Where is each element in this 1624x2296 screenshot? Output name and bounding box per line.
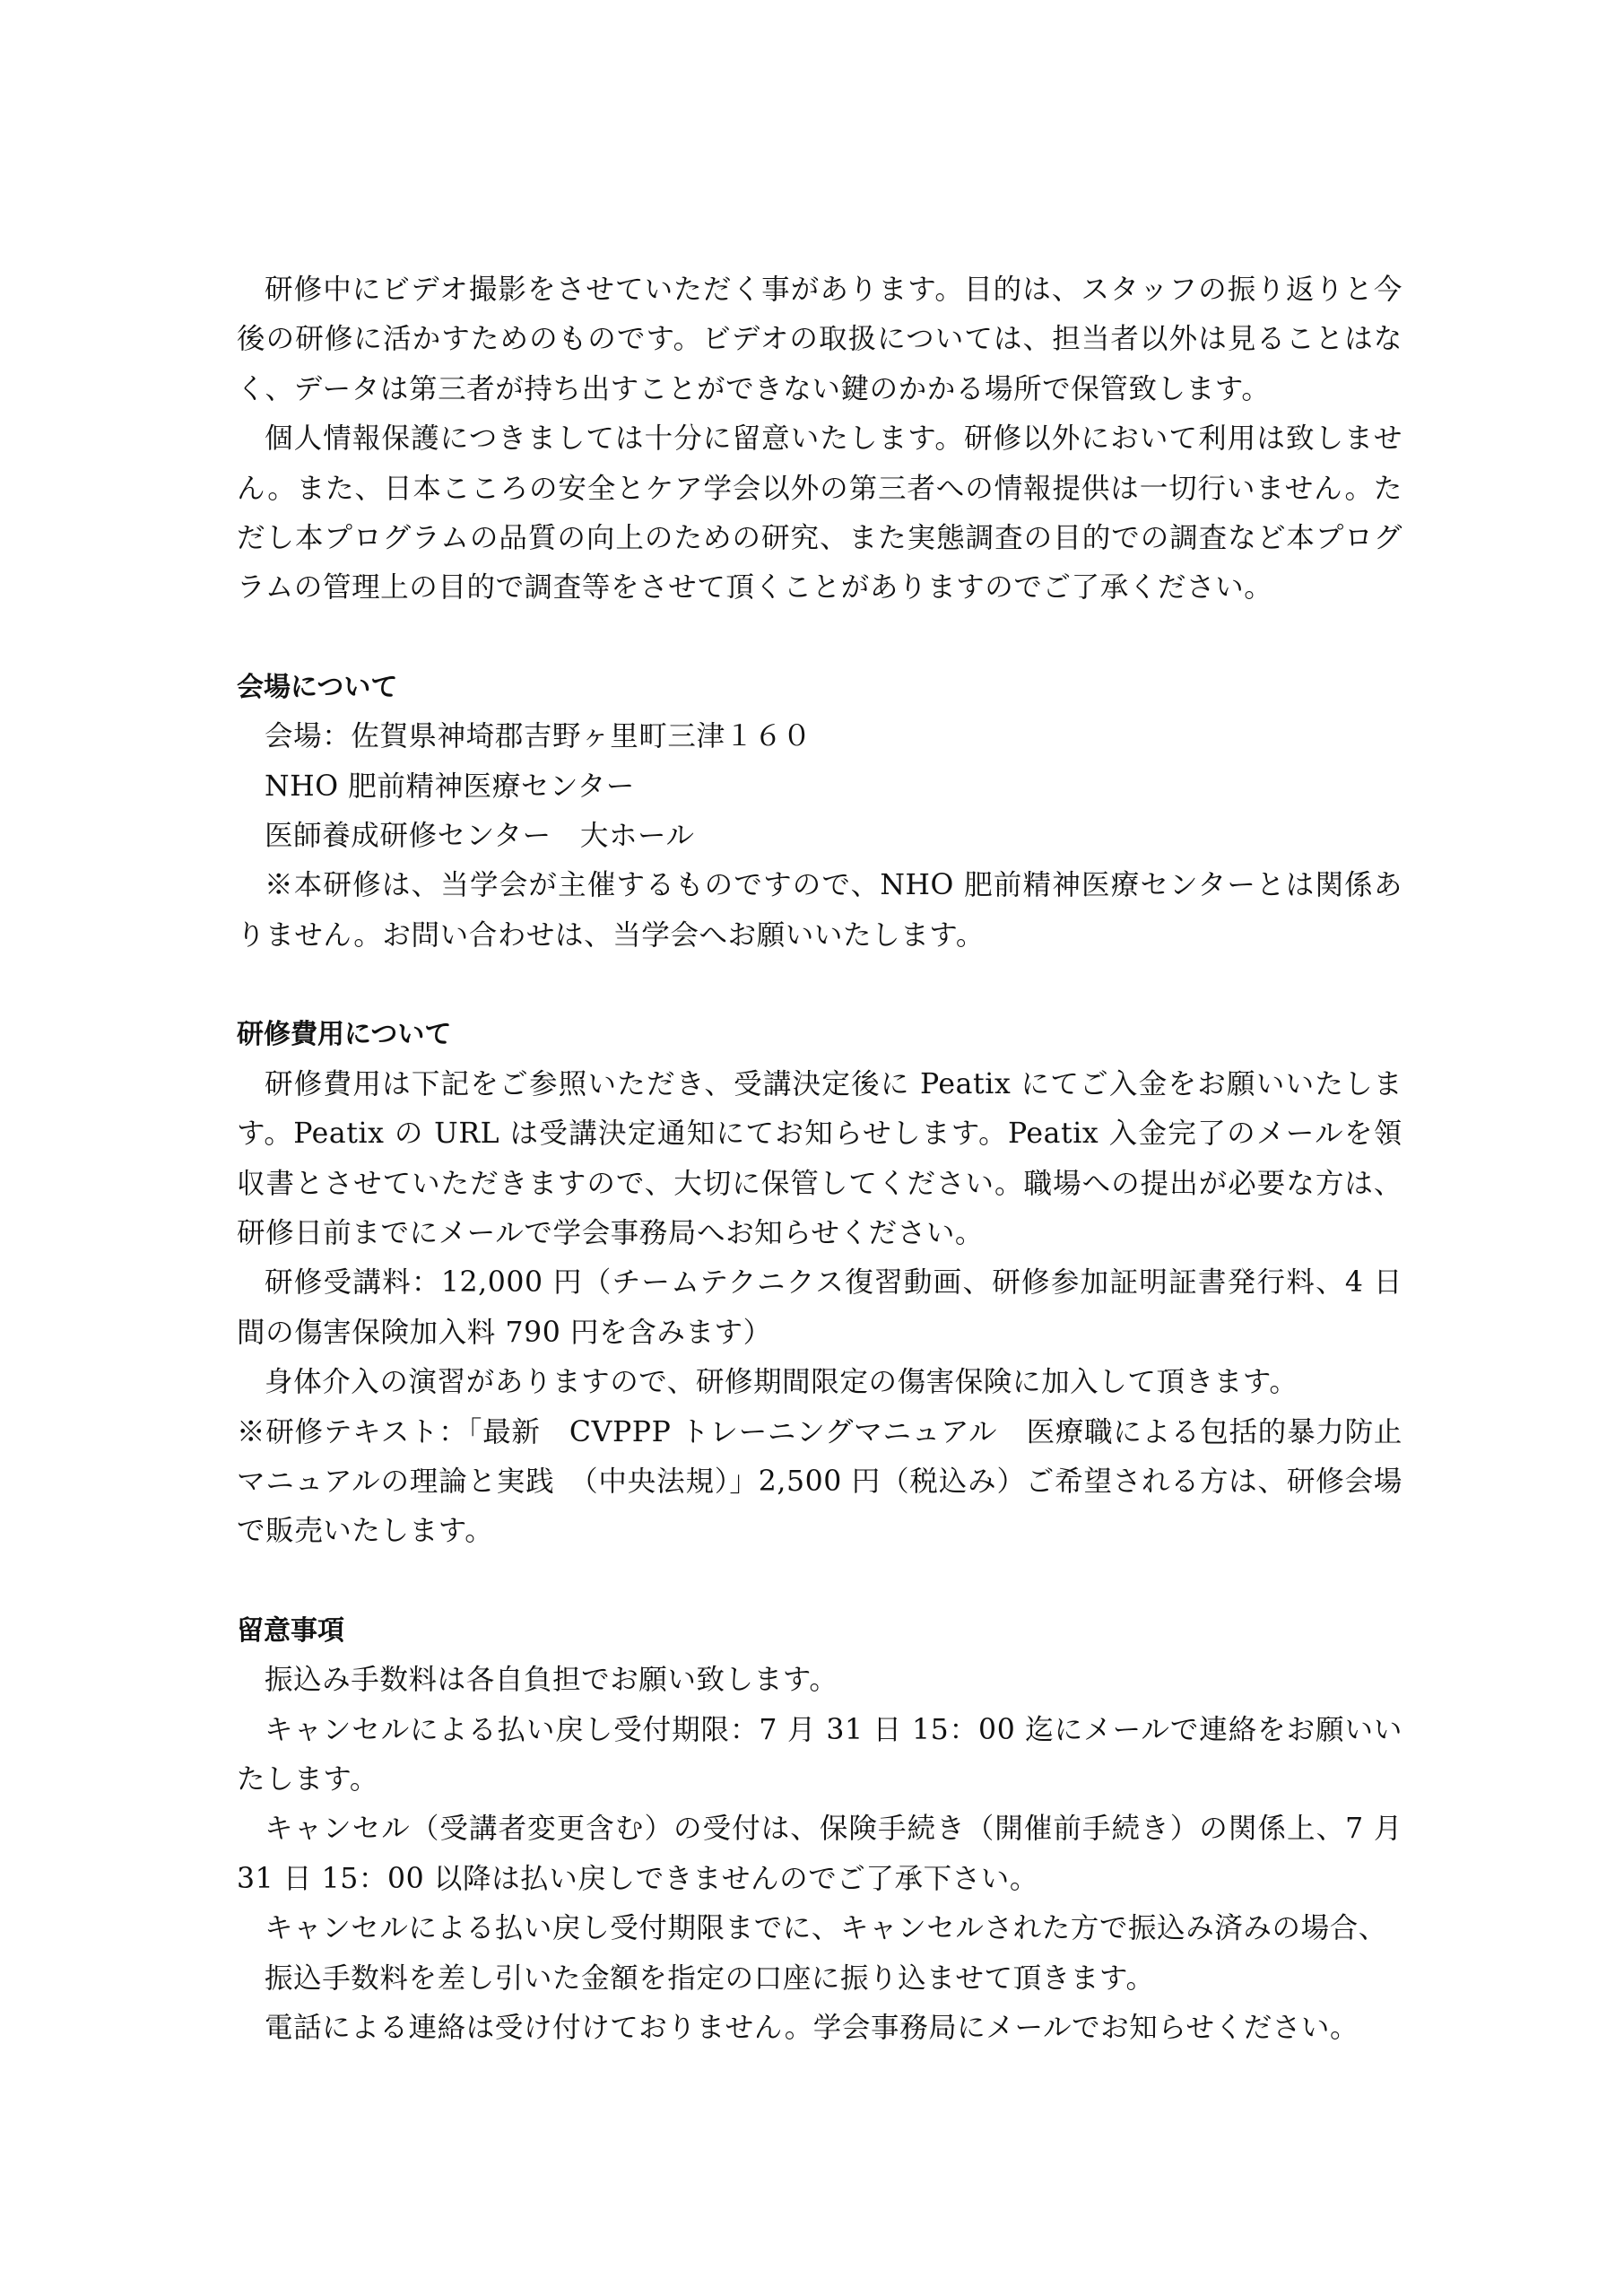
- notes-refund-process-line2: 振込手数料を差し引いた金額を指定の口座に振り込ませて頂きます。: [265, 1961, 1155, 1995]
- section-spacer: [237, 1557, 1403, 1606]
- notes-contact: 電話による連絡は受け付けておりません。学会事務局にメールでお知らせください。: [265, 2012, 1359, 2044]
- venue-facility: NHO 肥前精神医療センター: [265, 770, 636, 803]
- venue-address: 会場：佐賀県神埼郡吉野ヶ里町三津１６０: [265, 720, 812, 753]
- notes-cancellation-policy: キャンセル（受講者変更含む）の受付は、保険手続き（開催前手続き）の関係上、7 月 31 日 15：00 以降は払い戻しできませんのでご了承下さい。: [237, 1813, 1412, 1895]
- notes-refund-process-line1: キャンセルによる払い戻し受付期限までに、キャンセルされた方で振込み済みの場合、: [265, 1912, 1387, 1945]
- notes-transfer-fee: 振込み手数料は各自負担でお願い致します。: [265, 1664, 838, 1697]
- section-spacer: [237, 961, 1403, 1010]
- venue-heading: 会場について: [237, 671, 398, 703]
- venue-hall: 医師養成研修センター 大ホール: [265, 820, 695, 853]
- fees-textbook-paragraph: ※研修テキスト：「最新 CVPPP トレーニングマニュアル 医療職による包括的暴力防止マニュアルの理論と実践 （中央法規）」2,500 円（税込み）ご希望される方は、研修会場で販売いたします。: [237, 1415, 1403, 1548]
- fees-payment-paragraph: 研修費用は下記をご参照いただき、受講決定後に Peatix にてご入金をお願いいたします。Peatix の URL は受講決定通知にてお知らせします。Peatix 入金完了のメールを領収書とさせていただきますので、大切に保管してください。職場への提出が必要な方は、研修日前までにメールで学会事務局へお知らせください。: [237, 1067, 1403, 1249]
- fees-heading: 研修費用について: [237, 1019, 452, 1051]
- fees-insurance-paragraph: 身体介入の演習がありますので、研修期間限定の傷害保険に加入して頂きます。: [265, 1366, 1298, 1399]
- video-recording-paragraph: 研修中にビデオ撮影をさせていただく事があります。目的は、スタッフの振り返りと今後の研修に活かすためのものです。ビデオの取扱については、担当者以外は見ることはなく、データは第三者が持ち出すことができない鍵のかかる場所で保管致します。: [237, 274, 1403, 405]
- document-body: [237, 265, 1412, 2053]
- fees-tuition-paragraph: 研修受講料：12,000 円（チームテクニクス復習動画、研修参加証明証書発行料、4 日間の傷害保険加入料 790 円を含みます）: [237, 1266, 1403, 1349]
- privacy-paragraph: 個人情報保護につきましては十分に留意いたします。研修以外において利用は致しません。また、日本こころの安全とケア学会以外の第三者への情報提供は一切行いません。ただし本プログラムの品質の向上のための研究、また実態調査の目的での調査など本プログラムの管理上の目的で調査等をさせて頂くことがありますのでご了承ください。: [237, 422, 1403, 604]
- notes-refund-deadline: キャンセルによる払い戻し受付期限：7 月 31 日 15：00 迄にメールで連絡をお願いいたします。: [237, 1713, 1403, 1796]
- notes-heading: 留意事項: [237, 1614, 344, 1647]
- section-spacer: [237, 613, 1403, 663]
- venue-note: ※本研修は、当学会が主催するものですので、NHO 肥前精神医療センターとは関係ありません。お問い合わせは、当学会へお願いいたします。: [237, 869, 1403, 952]
